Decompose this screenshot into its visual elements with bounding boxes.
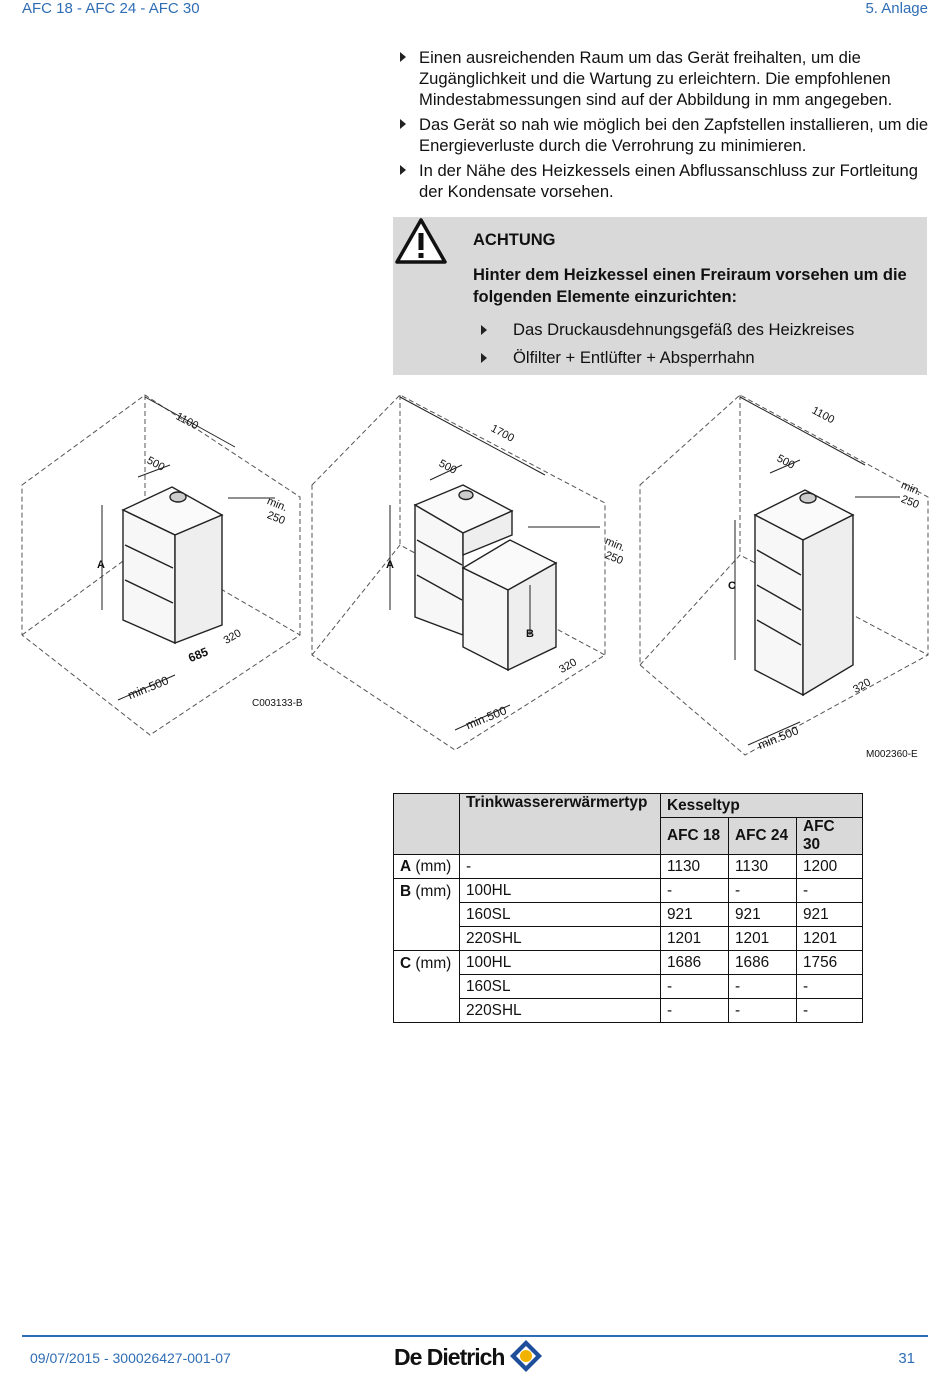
table-cell: - <box>797 879 863 903</box>
table-cell: - <box>797 999 863 1023</box>
list-item: Das Gerät so nah wie möglich bei den Zapfstellen installieren, um die Energieverluste durch die Verrohrung zu minimieren. <box>398 114 930 156</box>
row-label: A (mm) <box>394 855 460 879</box>
instruction-list <box>398 47 930 206</box>
table-cell: 1756 <box>797 951 863 975</box>
footer-doc-ref: 09/07/2015 - 300026427-001-07 <box>30 1350 231 1366</box>
table-corner-cell <box>394 794 460 855</box>
bullet-arrow-icon <box>481 325 487 335</box>
table-row <box>394 951 863 975</box>
bullet-arrow-icon <box>481 353 487 363</box>
table-cell: 220SHL <box>460 999 661 1023</box>
dim-depth-right: 500 <box>774 452 797 472</box>
table-cell: 1201 <box>797 927 863 951</box>
header-title: AFC 18 - AFC 24 - AFC 30 <box>22 0 200 17</box>
table-header-cell: AFC 30 <box>797 818 863 855</box>
table-cell: 921 <box>661 903 729 927</box>
dim-top-left: min. <box>265 495 289 515</box>
dim-top-val-left: 250 <box>265 509 287 528</box>
header-section: 5. Anlage <box>865 0 928 17</box>
table-header-cell: Kesseltyp <box>661 794 863 818</box>
table-cell: 160SL <box>460 903 661 927</box>
table-cell: 160SL <box>460 975 661 999</box>
dim-width-right: 1100 <box>809 404 837 427</box>
table-header-row <box>394 794 863 818</box>
bullet-arrow-icon <box>400 165 406 175</box>
table-row <box>394 879 863 903</box>
figure-ref-right: M002360-E <box>866 749 918 760</box>
table-cell: 1201 <box>729 927 797 951</box>
table-cell: - <box>729 975 797 999</box>
table-row <box>394 855 863 879</box>
row-label: C (mm) <box>394 951 460 1023</box>
table-row <box>394 999 863 1023</box>
brand-logo <box>394 1339 543 1373</box>
table-cell: - <box>460 855 661 879</box>
table-cell: 1130 <box>729 855 797 879</box>
warning-item: Das Druckausdehnungsgefäß des Heizkreises <box>481 320 854 340</box>
table-cell: 1200 <box>797 855 863 879</box>
dim-top-val-right: 250 <box>899 493 921 512</box>
warning-item: Ölfilter + Entlüfter + Absperrhahn <box>481 348 755 368</box>
table-cell: - <box>797 975 863 999</box>
table-cell: - <box>661 999 729 1023</box>
dim-side-middle: 320 <box>557 656 579 676</box>
table-cell: - <box>729 879 797 903</box>
dim-front-right: min.500 <box>755 723 801 753</box>
list-item: Einen ausreichenden Raum um das Gerät freihalten, um die Zugänglichkeit und die Wartung zu erleichtern. Die empfohlenen Mindestabmessungen sind auf der Abbildung in mm angegeben. <box>398 47 930 110</box>
figure-ref-left: C003133-B <box>252 698 303 709</box>
brand-name: De Dietrich <box>394 1344 505 1370</box>
table-row <box>394 903 863 927</box>
dim-depth-middle: 500 <box>436 457 459 477</box>
dim-depth-left: 500 <box>144 454 167 474</box>
dim-tank-middle: B <box>526 628 534 640</box>
dim-front-middle: min.500 <box>463 703 509 733</box>
page-number: 31 <box>898 1350 915 1367</box>
table-row <box>394 927 863 951</box>
table-cell: 921 <box>729 903 797 927</box>
dim-top-val-middle: 250 <box>603 549 625 568</box>
table-cell: 1130 <box>661 855 729 879</box>
warning-box <box>393 217 927 375</box>
footer-divider <box>22 1335 928 1337</box>
table-header-cell: Trinkwassererwärmertyp <box>460 794 661 855</box>
table-row <box>394 975 863 999</box>
dim-top-right: min. <box>899 479 923 499</box>
dim-side-left: 320 <box>221 627 244 647</box>
dim-height-left: A <box>97 559 105 571</box>
table-cell: 100HL <box>460 879 661 903</box>
installation-dimensions-figure <box>0 385 950 775</box>
table-header-cell: AFC 24 <box>729 818 797 855</box>
dim-height-middle: A <box>386 559 394 571</box>
warning-text: Hinter dem Heizkessel einen Freiraum vorsehen um die folgenden Elemente einzurichten: <box>473 266 907 306</box>
row-label: B (mm) <box>394 879 460 951</box>
table-cell: 921 <box>797 903 863 927</box>
dim-top-middle: min. <box>603 535 627 555</box>
bullet-arrow-icon <box>400 119 406 129</box>
list-item: In der Nähe des Heizkessels einen Abflussanschluss zur Fortleitung der Kondensate vorsehen. <box>398 160 930 202</box>
table-cell: - <box>729 999 797 1023</box>
dim-width-middle: 1700 <box>488 422 516 445</box>
brand-diamond-icon <box>509 1339 543 1373</box>
table-cell: 100HL <box>460 951 661 975</box>
dimensions-table <box>393 793 863 1023</box>
table-header-cell: AFC 18 <box>661 818 729 855</box>
dim-front-left: min.500 <box>125 673 171 703</box>
table-cell: - <box>661 879 729 903</box>
dim-width-left: 1100 <box>173 410 201 433</box>
dim-height-right: C <box>728 580 736 592</box>
table-cell: 1686 <box>661 951 729 975</box>
table-cell: 1201 <box>661 927 729 951</box>
dim-side-right: 320 <box>851 676 873 696</box>
warning-icon <box>393 217 453 269</box>
table-cell: 220SHL <box>460 927 661 951</box>
warning-title: ACHTUNG <box>473 231 556 249</box>
table-cell: 1686 <box>729 951 797 975</box>
bullet-arrow-icon <box>400 52 406 62</box>
table-cell: - <box>661 975 729 999</box>
dim-body-depth-left: 685 <box>186 644 211 666</box>
